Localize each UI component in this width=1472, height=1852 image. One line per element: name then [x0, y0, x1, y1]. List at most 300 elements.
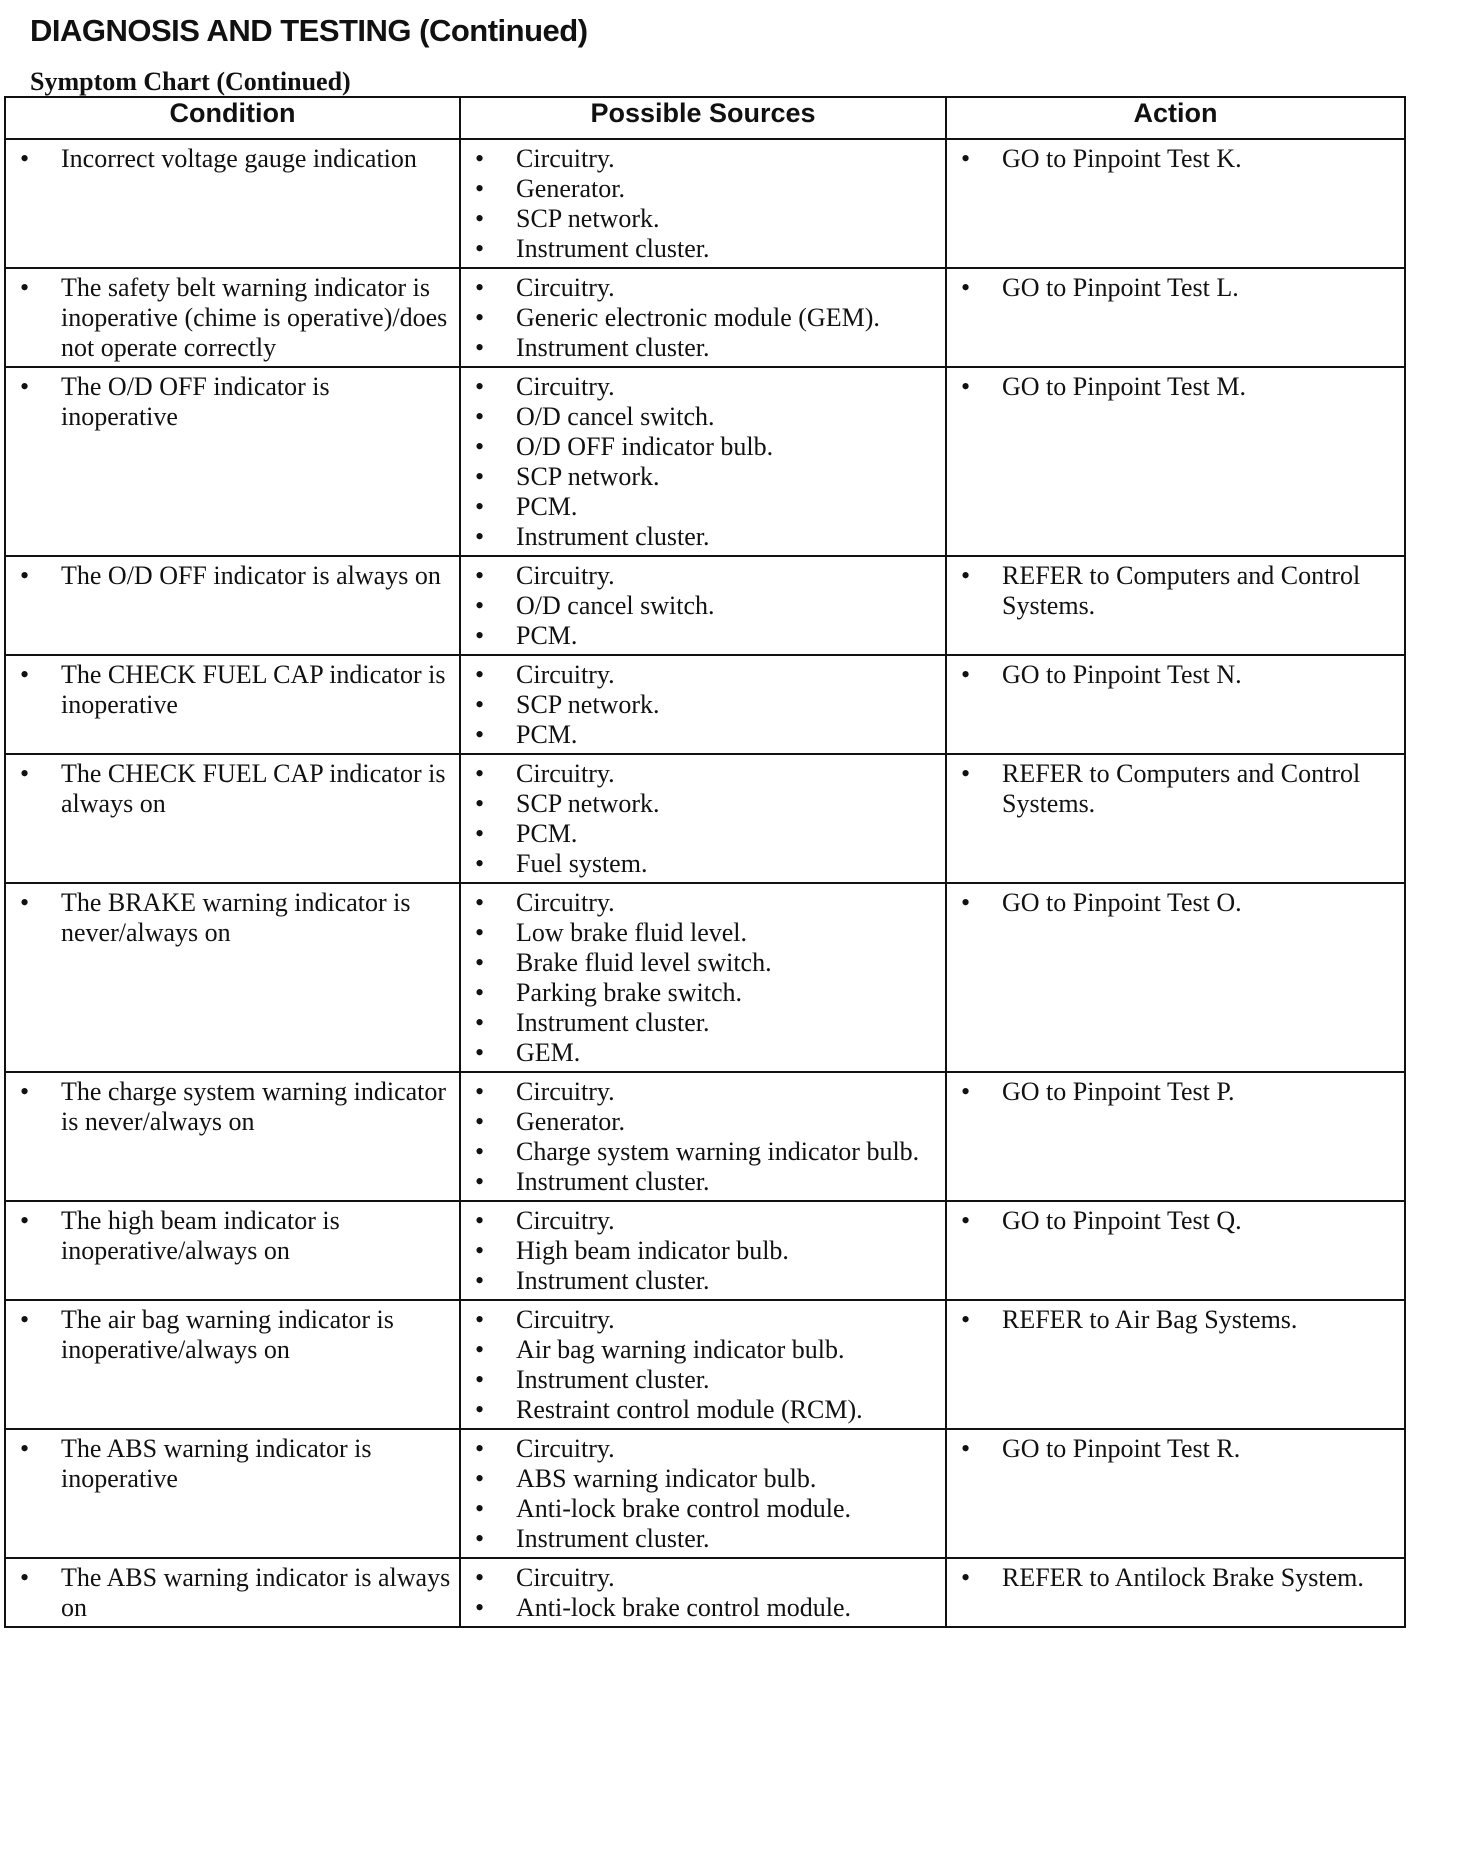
bullet-icon: •	[961, 561, 971, 590]
condition-item	[6, 372, 453, 432]
action-list	[947, 1077, 1398, 1107]
bullet-icon: •	[475, 978, 485, 1007]
possible-sources-list	[461, 1563, 939, 1623]
condition-item	[6, 1563, 453, 1623]
possible-sources-list	[461, 561, 939, 651]
source-item	[461, 1236, 939, 1266]
action-item	[947, 759, 1398, 819]
action-cell	[946, 1429, 1405, 1558]
bullet-icon: •	[961, 144, 971, 173]
source-item-text: Circuitry.	[516, 372, 615, 401]
source-item	[461, 978, 939, 1008]
action-cell	[946, 655, 1405, 754]
possible-sources-list	[461, 1305, 939, 1425]
condition-item	[6, 561, 453, 591]
bullet-icon: •	[20, 561, 30, 590]
column-header-action: Action	[946, 97, 1405, 139]
action-item	[947, 1434, 1398, 1464]
action-item-text: REFER to Computers and Control Systems.	[1002, 561, 1361, 620]
possible-sources-list	[461, 759, 939, 879]
page	[30, 8, 1435, 98]
source-item	[461, 819, 939, 849]
source-item	[461, 720, 939, 750]
condition-item	[6, 759, 453, 819]
bullet-icon: •	[475, 690, 485, 719]
source-item	[461, 690, 939, 720]
source-item-text: GEM.	[516, 1038, 581, 1067]
condition-cell	[5, 1558, 460, 1627]
source-item	[461, 1206, 939, 1236]
condition-cell	[5, 268, 460, 367]
source-item-text: Instrument cluster.	[516, 1365, 710, 1394]
source-item-text: Instrument cluster.	[516, 522, 710, 551]
source-item	[461, 1167, 939, 1197]
action-item-text: GO to Pinpoint Test Q.	[1002, 1206, 1242, 1235]
condition-item	[6, 1206, 453, 1266]
bullet-icon: •	[475, 591, 485, 620]
bullet-icon: •	[475, 372, 485, 401]
action-item-text: GO to Pinpoint Test N.	[1002, 660, 1242, 689]
action-list	[947, 1563, 1398, 1593]
source-item-text: SCP network.	[516, 789, 660, 818]
condition-cell	[5, 754, 460, 883]
bullet-icon: •	[475, 174, 485, 203]
condition-cell	[5, 1429, 460, 1558]
condition-item-text: The air bag warning indicator is inoperative/always on	[61, 1305, 394, 1364]
source-item-text: Brake fluid level switch.	[516, 948, 772, 977]
condition-item	[6, 144, 453, 174]
source-item-text: O/D cancel switch.	[516, 591, 715, 620]
bullet-icon: •	[961, 888, 971, 917]
source-item	[461, 1365, 939, 1395]
possible-sources-cell	[460, 556, 946, 655]
bullet-icon: •	[20, 1077, 30, 1106]
action-cell	[946, 139, 1405, 268]
possible-sources-list	[461, 1206, 939, 1296]
source-item	[461, 372, 939, 402]
table-row	[5, 556, 1405, 655]
condition-cell	[5, 367, 460, 556]
table-row	[5, 655, 1405, 754]
bullet-icon: •	[475, 660, 485, 689]
action-item-text: REFER to Air Bag Systems.	[1002, 1305, 1298, 1334]
source-item-text: Parking brake switch.	[516, 978, 743, 1007]
condition-item-text: The safety belt warning indicator is inoperative (chime is operative)/does not operate correctly	[61, 273, 448, 362]
action-item-text: GO to Pinpoint Test R.	[1002, 1434, 1241, 1463]
condition-list	[6, 660, 453, 720]
bullet-icon: •	[475, 144, 485, 173]
source-item	[461, 948, 939, 978]
bullet-icon: •	[475, 948, 485, 977]
source-item-text: Low brake fluid level.	[516, 918, 748, 947]
action-list	[947, 759, 1398, 819]
source-item	[461, 591, 939, 621]
condition-cell	[5, 556, 460, 655]
condition-list	[6, 372, 453, 432]
action-list	[947, 144, 1398, 174]
bullet-icon: •	[475, 522, 485, 551]
action-cell	[946, 1072, 1405, 1201]
bullet-icon: •	[475, 1563, 485, 1592]
action-item-text: GO to Pinpoint Test K.	[1002, 144, 1242, 173]
condition-item	[6, 1077, 453, 1137]
condition-item	[6, 1434, 453, 1494]
condition-item	[6, 1305, 453, 1365]
condition-cell	[5, 139, 460, 268]
bullet-icon: •	[475, 1593, 485, 1622]
bullet-icon: •	[475, 1434, 485, 1463]
action-item	[947, 888, 1398, 918]
source-item	[461, 759, 939, 789]
action-cell	[946, 367, 1405, 556]
bullet-icon: •	[475, 492, 485, 521]
action-item	[947, 273, 1398, 303]
action-list	[947, 372, 1398, 402]
source-item-text: Instrument cluster.	[516, 333, 710, 362]
bullet-icon: •	[961, 1305, 971, 1334]
symptom-chart-table	[4, 96, 1406, 1628]
condition-list	[6, 1206, 453, 1266]
action-cell	[946, 268, 1405, 367]
bullet-icon: •	[20, 144, 30, 173]
source-item-text: Generic electronic module (GEM).	[516, 303, 880, 332]
action-item	[947, 372, 1398, 402]
bullet-icon: •	[20, 1563, 30, 1592]
possible-sources-list	[461, 660, 939, 750]
source-item-text: Instrument cluster.	[516, 1008, 710, 1037]
column-header-condition: Condition	[5, 97, 460, 139]
bullet-icon: •	[475, 1008, 485, 1037]
possible-sources-cell	[460, 367, 946, 556]
table-row	[5, 139, 1405, 268]
condition-list	[6, 1434, 453, 1494]
source-item-text: Circuitry.	[516, 1563, 615, 1592]
condition-item-text: The CHECK FUEL CAP indicator is always on	[61, 759, 446, 818]
table-row	[5, 1201, 1405, 1300]
bullet-icon: •	[475, 918, 485, 947]
table-body	[5, 139, 1405, 1627]
source-item	[461, 333, 939, 363]
action-item	[947, 1563, 1398, 1593]
source-item-text: Circuitry.	[516, 660, 615, 689]
action-cell	[946, 883, 1405, 1072]
source-item	[461, 888, 939, 918]
possible-sources-list	[461, 1434, 939, 1554]
condition-item-text: The O/D OFF indicator is inoperative	[61, 372, 330, 431]
action-cell	[946, 1300, 1405, 1429]
bullet-icon: •	[475, 789, 485, 818]
source-item-text: PCM.	[516, 621, 578, 650]
source-item-text: PCM.	[516, 819, 578, 848]
table-row	[5, 1558, 1405, 1627]
source-item	[461, 918, 939, 948]
source-item	[461, 621, 939, 651]
possible-sources-list	[461, 1077, 939, 1197]
source-item	[461, 1563, 939, 1593]
source-item-text: Instrument cluster.	[516, 1266, 710, 1295]
bullet-icon: •	[475, 1305, 485, 1334]
source-item-text: Circuitry.	[516, 273, 615, 302]
condition-item-text: The high beam indicator is inoperative/always on	[61, 1206, 340, 1265]
source-item-text: PCM.	[516, 492, 578, 521]
action-cell	[946, 1558, 1405, 1627]
action-item	[947, 1077, 1398, 1107]
bullet-icon: •	[475, 462, 485, 491]
possible-sources-cell	[460, 1201, 946, 1300]
bullet-icon: •	[20, 273, 30, 302]
condition-item-text: The charge system warning indicator is never/always on	[61, 1077, 447, 1136]
possible-sources-cell	[460, 139, 946, 268]
bullet-icon: •	[961, 1434, 971, 1463]
bullet-icon: •	[961, 660, 971, 689]
source-item-text: PCM.	[516, 720, 578, 749]
condition-list	[6, 144, 453, 174]
action-item	[947, 144, 1398, 174]
bullet-icon: •	[20, 1305, 30, 1334]
source-item	[461, 234, 939, 264]
source-item-text: Circuitry.	[516, 1434, 615, 1463]
condition-list	[6, 1563, 453, 1623]
bullet-icon: •	[961, 372, 971, 401]
condition-item	[6, 273, 453, 363]
source-item-text: Fuel system.	[516, 849, 648, 878]
possible-sources-cell	[460, 1429, 946, 1558]
action-list	[947, 561, 1398, 621]
condition-cell	[5, 655, 460, 754]
source-item	[461, 1107, 939, 1137]
table-header-row	[5, 97, 1405, 139]
source-item-text: Generator.	[516, 174, 626, 203]
bullet-icon: •	[475, 273, 485, 302]
source-item-text: SCP network.	[516, 204, 660, 233]
bullet-icon: •	[475, 621, 485, 650]
bullet-icon: •	[475, 333, 485, 362]
source-item	[461, 462, 939, 492]
action-item	[947, 1305, 1398, 1335]
source-item-text: Circuitry.	[516, 1305, 615, 1334]
source-item-text: O/D OFF indicator bulb.	[516, 432, 774, 461]
source-item-text: Air bag warning indicator bulb.	[516, 1335, 845, 1364]
possible-sources-cell	[460, 268, 946, 367]
table-row	[5, 1429, 1405, 1558]
source-item-text: Instrument cluster.	[516, 1524, 710, 1553]
source-item	[461, 1266, 939, 1296]
table-row	[5, 883, 1405, 1072]
possible-sources-cell	[460, 1558, 946, 1627]
condition-item	[6, 888, 453, 948]
bullet-icon: •	[961, 1563, 971, 1592]
source-item	[461, 174, 939, 204]
bullet-icon: •	[961, 1206, 971, 1235]
page-title: DIAGNOSIS AND TESTING (Continued)	[30, 13, 588, 48]
source-item	[461, 1524, 939, 1554]
condition-list	[6, 273, 453, 363]
bullet-icon: •	[475, 1107, 485, 1136]
bullet-icon: •	[20, 759, 30, 788]
action-item-text: REFER to Antilock Brake System.	[1002, 1563, 1364, 1592]
source-item	[461, 1038, 939, 1068]
bullet-icon: •	[475, 561, 485, 590]
source-item	[461, 273, 939, 303]
bullet-icon: •	[475, 888, 485, 917]
source-item	[461, 789, 939, 819]
possible-sources-cell	[460, 1072, 946, 1201]
action-cell	[946, 556, 1405, 655]
action-item-text: GO to Pinpoint Test L.	[1002, 273, 1239, 302]
condition-item-text: The BRAKE warning indicator is never/always on	[61, 888, 411, 947]
possible-sources-list	[461, 888, 939, 1068]
action-list	[947, 888, 1398, 918]
action-item	[947, 1206, 1398, 1236]
condition-item-text: The CHECK FUEL CAP indicator is inoperative	[61, 660, 446, 719]
source-item	[461, 1077, 939, 1107]
action-item	[947, 660, 1398, 690]
condition-item-text: Incorrect voltage gauge indication	[61, 144, 417, 173]
bullet-icon: •	[475, 432, 485, 461]
possible-sources-cell	[460, 1300, 946, 1429]
bullet-icon: •	[475, 1395, 485, 1424]
source-item-text: Instrument cluster.	[516, 1167, 710, 1196]
condition-cell	[5, 1072, 460, 1201]
source-item	[461, 1395, 939, 1425]
source-item	[461, 303, 939, 333]
source-item-text: Circuitry.	[516, 759, 615, 788]
source-item	[461, 1464, 939, 1494]
bullet-icon: •	[475, 1524, 485, 1553]
source-item	[461, 492, 939, 522]
bullet-icon: •	[475, 1494, 485, 1523]
table-row	[5, 1300, 1405, 1429]
bullet-icon: •	[475, 1266, 485, 1295]
source-item-text: Circuitry.	[516, 888, 615, 917]
condition-cell	[5, 1300, 460, 1429]
bullet-icon: •	[20, 888, 30, 917]
condition-list	[6, 759, 453, 819]
source-item	[461, 1335, 939, 1365]
bullet-icon: •	[20, 1206, 30, 1235]
action-item-text: GO to Pinpoint Test O.	[1002, 888, 1242, 917]
possible-sources-list	[461, 372, 939, 552]
bullet-icon: •	[20, 372, 30, 401]
source-item-text: High beam indicator bulb.	[516, 1236, 789, 1265]
action-item-text: GO to Pinpoint Test M.	[1002, 372, 1247, 401]
bullet-icon: •	[475, 1236, 485, 1265]
action-list	[947, 273, 1398, 303]
source-item-text: Circuitry.	[516, 1206, 615, 1235]
table-row	[5, 367, 1405, 556]
bullet-icon: •	[475, 819, 485, 848]
source-item-text: ABS warning indicator bulb.	[516, 1464, 817, 1493]
condition-list	[6, 1077, 453, 1137]
possible-sources-list	[461, 144, 939, 264]
chart-subtitle: Symptom Chart (Continued)	[30, 67, 351, 96]
source-item-text: Circuitry.	[516, 144, 615, 173]
source-item	[461, 561, 939, 591]
source-item	[461, 1434, 939, 1464]
source-item	[461, 204, 939, 234]
source-item-text: Circuitry.	[516, 561, 615, 590]
bullet-icon: •	[475, 402, 485, 431]
possible-sources-cell	[460, 754, 946, 883]
bullet-icon: •	[961, 273, 971, 302]
source-item-text: Restraint control module (RCM).	[516, 1395, 863, 1424]
source-item	[461, 1305, 939, 1335]
source-item-text: Anti-lock brake control module.	[516, 1593, 852, 1622]
bullet-icon: •	[475, 1137, 485, 1166]
action-list	[947, 1305, 1398, 1335]
action-cell	[946, 754, 1405, 883]
action-list	[947, 1206, 1398, 1236]
source-item	[461, 1008, 939, 1038]
source-item	[461, 402, 939, 432]
bullet-icon: •	[475, 1077, 485, 1106]
possible-sources-cell	[460, 655, 946, 754]
bullet-icon: •	[20, 1434, 30, 1463]
condition-list	[6, 888, 453, 948]
bullet-icon: •	[475, 1365, 485, 1394]
source-item	[461, 1494, 939, 1524]
condition-item-text: The O/D OFF indicator is always on	[61, 561, 441, 590]
condition-list	[6, 561, 453, 591]
source-item	[461, 1137, 939, 1167]
column-header-possible-sources: Possible Sources	[460, 97, 946, 139]
bullet-icon: •	[475, 759, 485, 788]
source-item-text: O/D cancel switch.	[516, 402, 715, 431]
bullet-icon: •	[475, 1335, 485, 1364]
source-item	[461, 144, 939, 174]
condition-item-text: The ABS warning indicator is inoperative	[61, 1434, 372, 1493]
action-item-text: GO to Pinpoint Test P.	[1002, 1077, 1235, 1106]
condition-cell	[5, 883, 460, 1072]
source-item-text: Charge system warning indicator bulb.	[516, 1137, 920, 1166]
source-item-text: Instrument cluster.	[516, 234, 710, 263]
source-item-text: Circuitry.	[516, 1077, 615, 1106]
source-item	[461, 432, 939, 462]
condition-item-text: The ABS warning indicator is always on	[61, 1563, 451, 1622]
table-row	[5, 268, 1405, 367]
action-item-text: REFER to Computers and Control Systems.	[1002, 759, 1361, 818]
bullet-icon: •	[961, 1077, 971, 1106]
bullet-icon: •	[20, 660, 30, 689]
condition-cell	[5, 1201, 460, 1300]
bullet-icon: •	[475, 1464, 485, 1493]
bullet-icon: •	[961, 759, 971, 788]
bullet-icon: •	[475, 303, 485, 332]
action-cell	[946, 1201, 1405, 1300]
action-list	[947, 660, 1398, 690]
source-item	[461, 1593, 939, 1623]
condition-list	[6, 1305, 453, 1365]
bullet-icon: •	[475, 720, 485, 749]
source-item-text: Generator.	[516, 1107, 626, 1136]
bullet-icon: •	[475, 1206, 485, 1235]
action-list	[947, 1434, 1398, 1464]
bullet-icon: •	[475, 234, 485, 263]
source-item	[461, 522, 939, 552]
possible-sources-list	[461, 273, 939, 363]
source-item	[461, 660, 939, 690]
action-item	[947, 561, 1398, 621]
table-row	[5, 754, 1405, 883]
bullet-icon: •	[475, 1038, 485, 1067]
source-item-text: Anti-lock brake control module.	[516, 1494, 852, 1523]
condition-item	[6, 660, 453, 720]
bullet-icon: •	[475, 1167, 485, 1196]
possible-sources-cell	[460, 883, 946, 1072]
source-item-text: SCP network.	[516, 462, 660, 491]
bullet-icon: •	[475, 849, 485, 878]
table-row	[5, 1072, 1405, 1201]
